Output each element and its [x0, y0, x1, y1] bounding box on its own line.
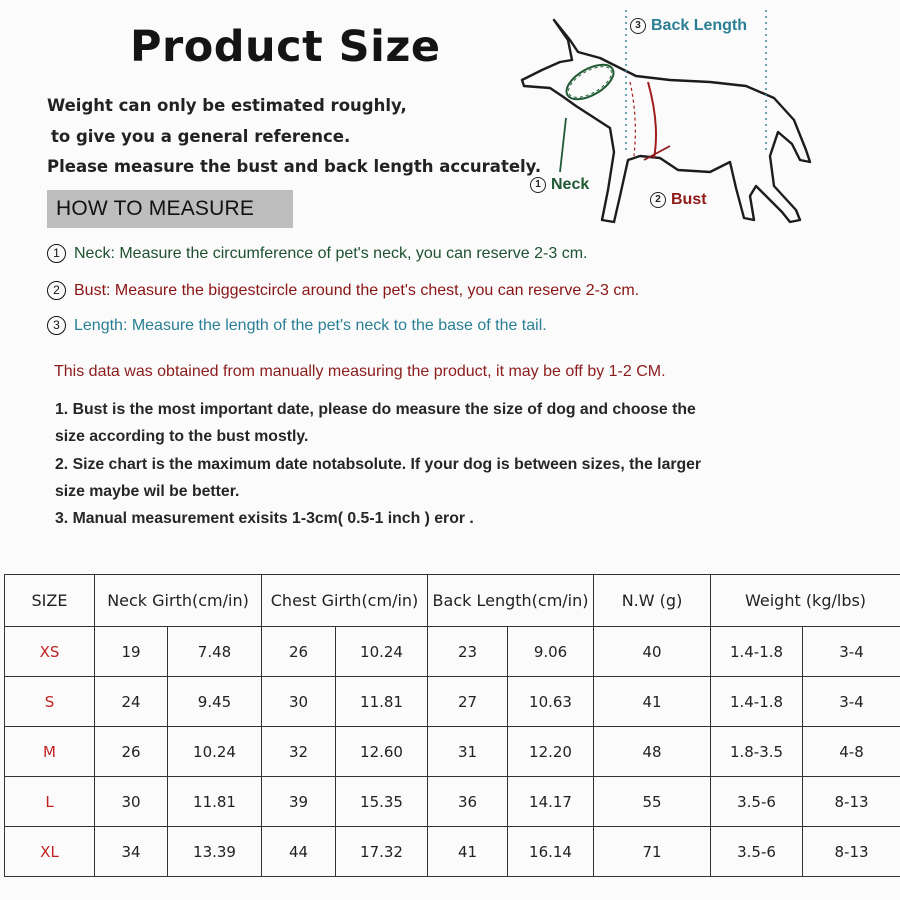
intro-line: to give you a general reference.	[51, 127, 351, 146]
note-line: size according to the bust mostly.	[55, 428, 309, 445]
step-number-badge: 2	[650, 192, 666, 208]
table-cell: 1.4-1.8	[711, 677, 803, 727]
measure-step-text: Neck: Measure the circumference of pet's neck, you can reserve 2-3 cm.	[74, 244, 588, 262]
back-length-label	[630, 17, 747, 35]
table-cell: 30	[262, 677, 336, 727]
step-number-badge: 3	[47, 316, 66, 335]
table-cell: 27	[428, 677, 508, 727]
size-chart-table	[4, 574, 900, 877]
table-cell: 11.81	[168, 777, 262, 827]
table-row	[5, 727, 900, 777]
note-line: 2. Size chart is the maximum date notabsolute. If your dog is between sizes, the larger	[55, 456, 702, 473]
size-label-cell: XL	[5, 827, 95, 877]
table-header-row	[5, 575, 900, 627]
back-length-label-text: Back Length	[651, 17, 748, 34]
bust-ring	[648, 82, 656, 158]
table-cell: 1.8-3.5	[711, 727, 803, 777]
table-cell: 1.4-1.8	[711, 627, 803, 677]
intro-line: Please measure the bust and back length accurately.	[47, 157, 542, 176]
table-cell: 34	[95, 827, 168, 877]
neck-pointer-line	[560, 118, 566, 172]
step-number-badge: 3	[630, 18, 646, 34]
table-row	[5, 777, 900, 827]
table-cell: 55	[594, 777, 711, 827]
table-cell: 23	[428, 627, 508, 677]
table-cell: 44	[262, 827, 336, 877]
table-cell: 41	[594, 677, 711, 727]
table-cell: 26	[95, 727, 168, 777]
table-cell: 15.35	[336, 777, 428, 827]
column-header: Chest Girth(cm/in)	[262, 575, 428, 627]
intro-line: Weight can only be estimated roughly,	[47, 96, 407, 115]
table-cell: 3-4	[803, 627, 900, 677]
measurement-warning: This data was obtained from manually measuring the product, it may be off by 1-2 CM.	[54, 363, 666, 380]
column-header: SIZE	[5, 575, 95, 627]
column-header: N.W (g)	[594, 575, 711, 627]
table-cell: 7.48	[168, 627, 262, 677]
table-cell: 31	[428, 727, 508, 777]
table-cell: 30	[95, 777, 168, 827]
measure-step-length	[47, 316, 547, 335]
neck-label	[530, 176, 589, 194]
note-line: 1. Bust is the most important date, please do measure the size of dog and choose the	[55, 401, 696, 418]
size-label-cell: L	[5, 777, 95, 827]
measure-step-neck	[47, 244, 588, 263]
table-cell: 71	[594, 827, 711, 877]
table-cell: 10.24	[336, 627, 428, 677]
how-to-measure-label: HOW TO MEASURE	[56, 197, 255, 220]
table-cell: 3-4	[803, 677, 900, 727]
table-cell: 8-13	[803, 777, 900, 827]
step-number-badge: 2	[47, 281, 66, 300]
table-cell: 4-8	[803, 727, 900, 777]
bust-label	[650, 191, 707, 209]
table-cell: 17.32	[336, 827, 428, 877]
column-header: Weight (kg/lbs)	[711, 575, 900, 627]
table-cell: 16.14	[508, 827, 594, 877]
table-cell: 3.5-6	[711, 827, 803, 877]
table-cell: 24	[95, 677, 168, 727]
table-cell: 48	[594, 727, 711, 777]
table-cell: 13.39	[168, 827, 262, 877]
table-cell: 10.63	[508, 677, 594, 727]
table-row	[5, 677, 900, 727]
bust-label-text: Bust	[671, 191, 707, 208]
measure-step-text: Length: Measure the length of the pet's neck to the base of the tail.	[74, 316, 547, 334]
table-cell: 8-13	[803, 827, 900, 877]
table-cell: 12.60	[336, 727, 428, 777]
table-cell: 39	[262, 777, 336, 827]
table-cell: 3.5-6	[711, 777, 803, 827]
table-cell: 32	[262, 727, 336, 777]
bust-ring-dashed	[630, 82, 635, 156]
size-label-cell: M	[5, 727, 95, 777]
table-cell: 36	[428, 777, 508, 827]
table-cell: 26	[262, 627, 336, 677]
step-number-badge: 1	[47, 244, 66, 263]
table-cell: 40	[594, 627, 711, 677]
note-line: size maybe wil be better.	[55, 483, 240, 500]
table-cell: 10.24	[168, 727, 262, 777]
table-row	[5, 827, 900, 877]
note-line: 3. Manual measurement exisits 1-3cm( 0.5-1 inch ) eror .	[55, 510, 474, 527]
table-row	[5, 627, 900, 677]
neck-ring	[561, 58, 619, 107]
column-header: Neck Girth(cm/in)	[95, 575, 262, 627]
measure-step-bust	[47, 281, 639, 300]
neck-label-text: Neck	[551, 176, 590, 193]
size-label-cell: S	[5, 677, 95, 727]
measure-step-text: Bust: Measure the biggestcircle around the pet's chest, you can reserve 2-3 cm.	[74, 281, 640, 299]
table-cell: 41	[428, 827, 508, 877]
step-number-badge: 1	[530, 177, 546, 193]
size-label-cell: XS	[5, 627, 95, 677]
table-cell: 19	[95, 627, 168, 677]
table-cell: 12.20	[508, 727, 594, 777]
table-cell: 9.45	[168, 677, 262, 727]
table-cell: 9.06	[508, 627, 594, 677]
page-title: Product Size	[130, 22, 441, 72]
table-cell: 14.17	[508, 777, 594, 827]
column-header: Back Length(cm/in)	[428, 575, 594, 627]
how-to-measure-badge	[47, 190, 293, 228]
table-cell: 11.81	[336, 677, 428, 727]
